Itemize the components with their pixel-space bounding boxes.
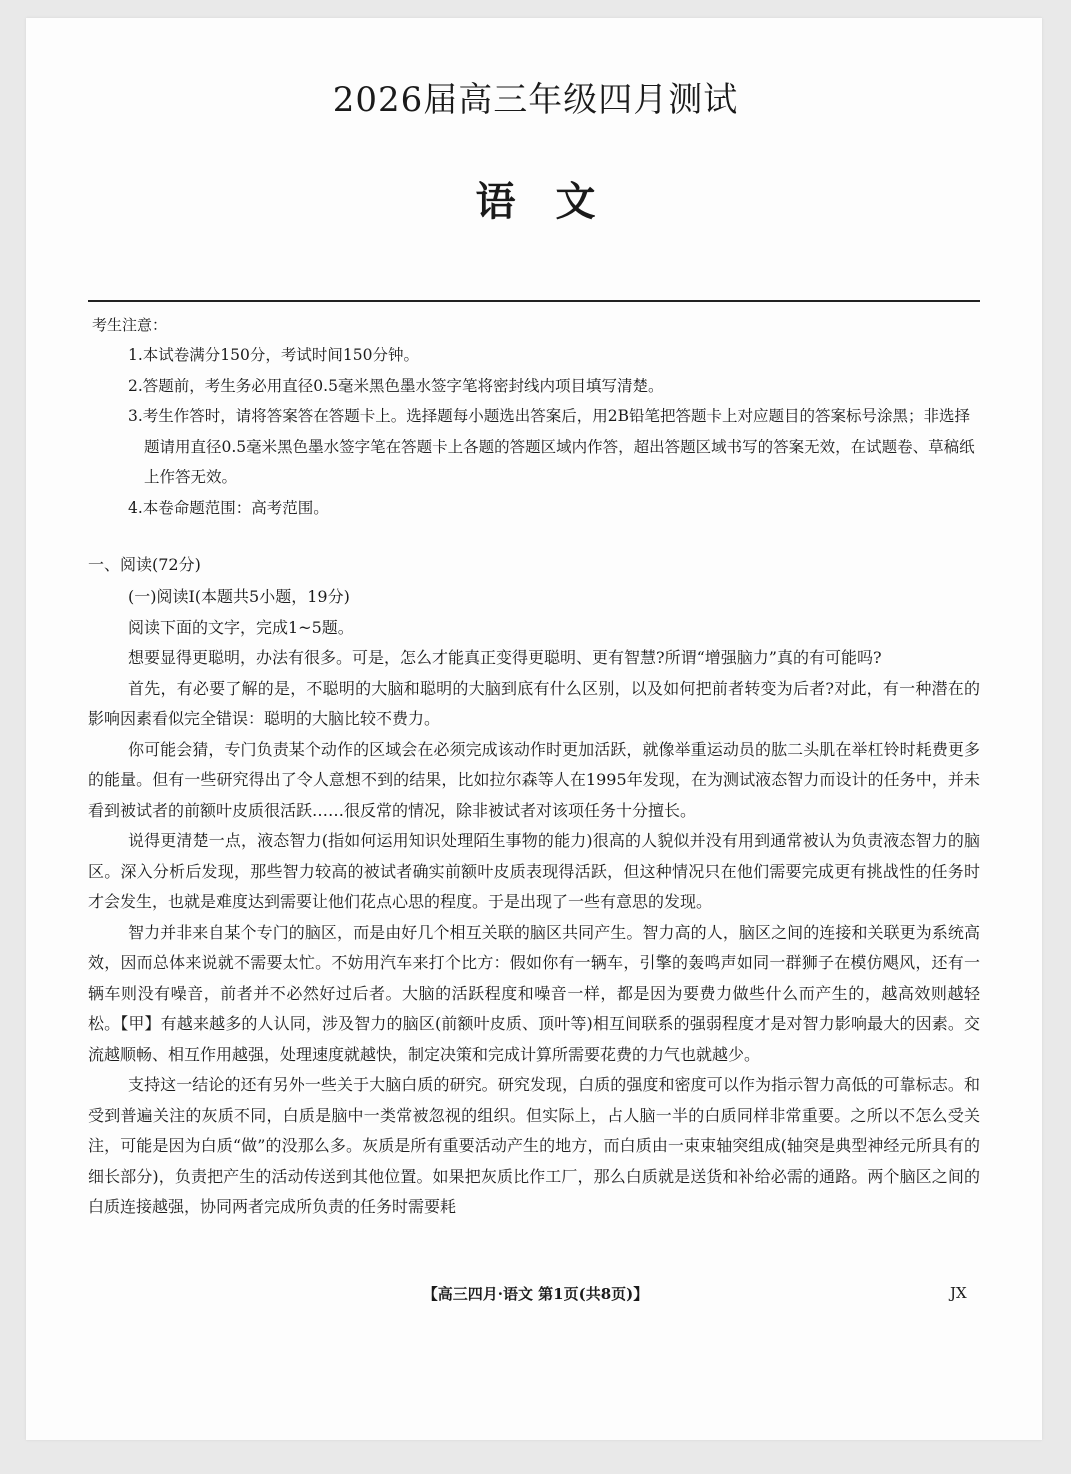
exam-title: 2026届高三年级四月测试 [332,80,739,120]
notice-item: 1.本试卷满分150分，考试时间150分钟。 [128,346,419,364]
passage-paragraph: 支持这一结论的还有另外一些关于大脑白质的研究。研究发现，白质的强度和密度可以作为指示智力高低的可靠标志。和受到普遍关注的灰质不同，白质是脑中一类常被忽视的组织。但实际上，占人脑一半的白质同样非常重要。之所以不怎么受关注，可能是因为白质“做”的没那么多。灰质是所有重要活动产生的地方，而白质由一束束轴突组成(轴突是典型神经元所具有的细长部分)，负责把产生的活动传送到其他位置。如果把灰质比作工厂，那么白质就是送货和补给必需的通路。两个脑区之间的白质连接越强，协同两者完成所负责的任务时需要耗 [88,1075,980,1216]
subject-title: 语 文 [475,178,596,225]
reading-passage [88,582,980,1223]
passage-paragraph: 想要显得更聪明，办法有很多。可是，怎么才能真正变得更聪明、更有智慧?所谓“增强脑力”真的有可能吗? [128,648,882,667]
page-footer: 【高三四月·语文 第1页(共8页)】 [422,1285,649,1303]
notice-list [128,340,980,523]
part-instruction: 阅读下面的文字，完成1~5题。 [128,617,354,637]
notice-item: 4.本卷命题范围：高考范围。 [128,498,329,517]
notice-item: 3.考生作答时，请将答案答在答题卡上。选择题每小题选出答案后，用2B铅笔把答题卡上对应题目的答案标号涂黑；非选择题请用直径0.5毫米黑色墨水签字笔在答题卡上各题的答题区域内作答，超出答题区域书写的答案无效，在试题卷、草稿纸上作答无效。 [128,407,975,486]
paper-code: JX [950,1284,967,1302]
notice-item: 2.答题前，考生务必用直径0.5毫米黑色墨水签字笔将密封线内项目填写清楚。 [128,376,664,395]
passage-paragraph: 首先，有必要了解的是，不聪明的大脑和聪明的大脑到底有什么区别，以及如何把前者转变为后者?对此，有一种潜在的影响因素看似完全错误：聪明的大脑比较不费力。 [88,678,980,728]
notice-heading: 考生注意： [92,316,168,334]
passage-paragraph: 你可能会猜，专门负责某个动作的区域会在必须完成该动作时更加活跃，就像举重运动员的肱二头肌在举杠铃时耗费更多的能量。但有一些研究得出了令人意想不到的结果，比如拉尔森等人在1995年发现，在为测试液态智力而设计的任务中，并未看到被试者的前额叶皮质很活跃……很反常的情况，除非被试者对该项任务十分擅长。 [88,739,980,820]
passage-paragraph: 智力并非来自某个专门的脑区，而是由好几个相互关联的脑区共同产生。智力高的人，脑区之间的连接和关联更为系统高效，因而总体来说就不需要太忙。不妨用汽车来打个比方：假如你有一辆车，引擎的轰鸣声如同一群狮子在模仿飓风，还有一辆车则没有噪音，前者并不必然好过后者。大脑的活跃程度和噪音一样，都是因为要费力做些什么而产生的，越高效则越轻松。【甲】有越来越多的人认同，涉及智力的脑区(前额叶皮质、顶叶等)相互间联系的强弱程度才是对智力影响最大的因素。交流越顺畅、相互作用越强，处理速度就越快，制定决策和完成计算所需要花费的力气也就越少。 [88,922,980,1064]
part-heading: (一)阅读Ⅰ(本题共5小题，19分) [128,587,350,606]
section-heading: 一、阅读(72分) [88,555,201,574]
header-divider [88,300,980,302]
passage-paragraph: 说得更清楚一点，液态智力(指如何运用知识处理陌生事物的能力)很高的人貌似并没有用到通常被认为负责液态智力的脑区。深入分析后发现，那些智力较高的被试者确实前额叶皮质表现得活跃，但这种情况只在他们需要完成更有挑战性的任务时才会发生，也就是难度达到需要让他们花点心思的程度。于是出现了一些有意思的发现。 [88,831,980,911]
